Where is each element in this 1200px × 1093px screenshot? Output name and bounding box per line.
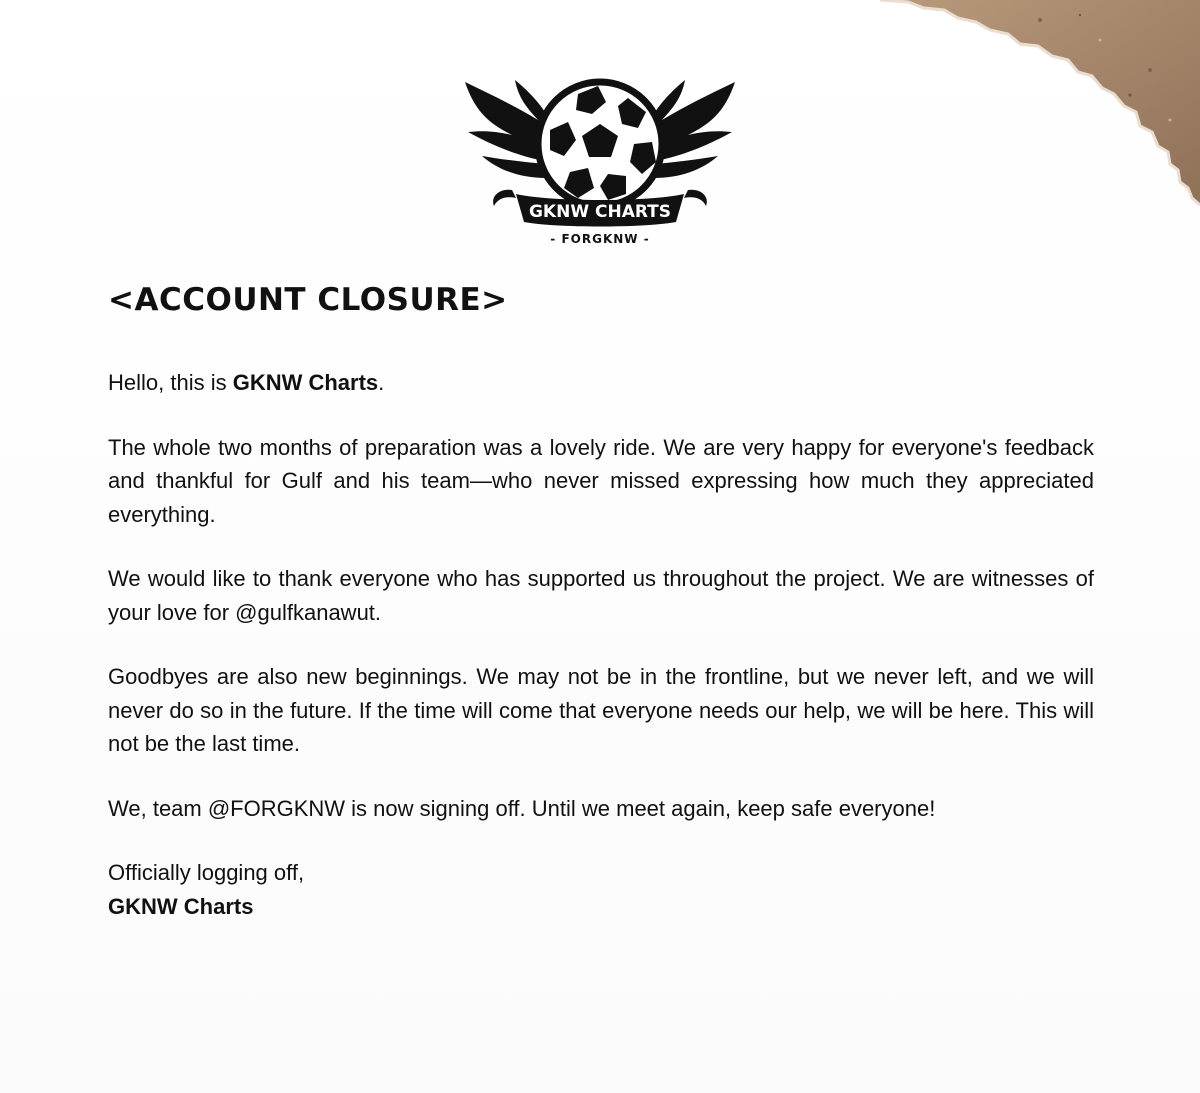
paragraph-preparation: The whole two months of preparation was a lovely ride. We are very happy for everyone's feedback and thankful for Gulf and his team—who never missed expressing how much they appreciated everything. [108, 434, 1094, 527]
signoff-block [108, 856, 1094, 923]
greeting-prefix: Hello, this is [108, 370, 233, 395]
page-title: <ACCOUNT CLOSURE> [108, 282, 508, 318]
logo-sub-text: - FORGKNW - [550, 232, 650, 246]
paragraph-goodbyes: Goodbyes are also new beginnings. We may not be in the frontline, but we never left, and we will never do so in the future. If the time will come that everyone needs our help, we will be here. This will not be the last time. [108, 664, 1094, 756]
greeting-paragraph [108, 366, 1094, 400]
paragraph-thanks: We would like to thank everyone who has supported us throughout the project. We are witnesses of your love for @gulfkanawut. [108, 566, 1094, 625]
signoff-line: Officially logging off, [108, 860, 305, 885]
greeting-suffix: . [378, 370, 385, 395]
letter-body [108, 366, 1094, 954]
greeting-name: GKNW Charts [232, 370, 379, 395]
logo-banner-text: GKNW CHARTS [528, 202, 672, 222]
signoff-name: GKNW Charts [108, 893, 254, 919]
paragraph-signing-off: We, team @FORGKNW is now signing off. Until we meet again, keep safe everyone! [108, 795, 936, 821]
winged-soccer-ball-icon [460, 72, 740, 250]
torn-paper-decoration [840, 0, 1200, 210]
